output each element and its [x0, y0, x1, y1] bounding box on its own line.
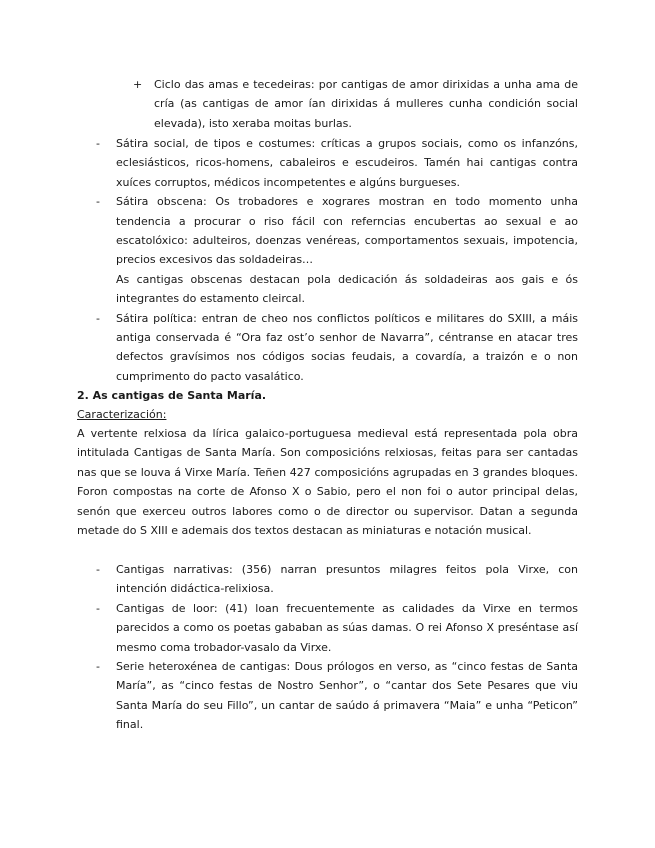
dash-bullet: - [96, 563, 100, 576]
satire-list [96, 134, 578, 386]
list-item-text-continued: As cantigas obscenas destacan pola dedicación ás soldadeiras aos gais e ós integrantes do estamento cleircal. [116, 272, 578, 306]
list-item-text: Cantigas narrativas: (356) narran presuntos milagres feitos pola Virxe, con intención didáctica-relixiosa. [116, 563, 578, 596]
list-item-text: Sátira política: entran de cheo nos conflictos políticos e militares do SXIII, a máis antiga conservada é “Ora faz ost’o senhor de Navarra”, céntranse en atacar tres defectos gravísimos nos códigos socias feudais, a covardía, a traizón e o non cumprimento do pacto vasalático. [116, 311, 578, 383]
section-subheading: Caracterización: [77, 408, 167, 421]
dash-bullet: - [96, 137, 100, 150]
sub-bullet-item [133, 75, 578, 133]
list-item-text: Sátira social, de tipos e costumes: críticas a grupos sociais, como os infanzóns, eclesiásticos, ricos-homens, cabaleiros e escudeiros. Tamén hai cantigas contra xuíces corruptos, médicos incompetentes e algúns burgueses. [116, 137, 578, 189]
list-item-heterogeneous-series [96, 657, 578, 735]
section-heading: 2. As cantigas de Santa María. [77, 389, 267, 402]
dash-bullet: - [96, 195, 100, 209]
list-item-narrative-cantigas [96, 560, 578, 599]
body-paragraph: A vertente relxiosa da lírica galaico-portuguesa medieval está representada pola obra intitulada Cantigas de Santa María. Son composicións relxiosas, feitas para ser cantadas nas que se louva á Virxe María. Teñen 427 composicións agrupadas en 3 grandes bloques. Foron compostas na corte de Afonso X o Sabio, pero el non foi o autor principal delas, senón que exerceu outros labores como o de director ou supervisor. Datan a segunda metade do S XIII e ademais dos textos destacan as miniaturas e notación musical. [77, 427, 578, 538]
list-item-text: Sátira obscena: Os trobadores e xograres mostran en todo momento unha tendencia a procurar o riso fácil con referncias encubertas ao sexual e ao escatolóxico: adulteiros, doenzas venéreas, comportamentos sexuais, impotencia, precios excesivos das soldadeiras… [116, 195, 578, 267]
plus-bullet-marker: + [133, 78, 143, 91]
list-item-text: Serie heteroxénea de cantigas: Dous prólogos en verso, as “cinco festas de Santa María”, as “cinco festas de Nostro Senhor”, o “cantar dos Sete Pesares que viu Santa María do seu Fillo”, un cantar de saúdo á primavera “Maia” e unha “Peticon” final. [116, 660, 578, 732]
dash-bullet: - [96, 660, 100, 674]
dash-bullet: - [96, 311, 100, 325]
list-item-political-satire [96, 309, 578, 387]
list-item-praise-cantigas [96, 599, 578, 657]
sub-bullet-text: Ciclo das amas e tecedeiras: por cantigas de amor dirixidas a unha ama de cría (as cantigas de amor ían dirixidas á mulleres cunha condición social elevada), isto xeraba moitas burlas. [154, 78, 578, 130]
list-item-text: Cantigas de loor: (41) loan frecuentemente as calidades da Virxe en termos parecidos a como os poetas gababan as súas damas. O rei Afonso X preséntase así mesmo coma trobador-vasalo da Virxe. [116, 601, 578, 654]
list-item-obscene-satire [96, 192, 578, 308]
dash-bullet: - [96, 601, 100, 615]
list-item-social-satire [96, 134, 578, 192]
cantigas-types-list [96, 560, 578, 735]
